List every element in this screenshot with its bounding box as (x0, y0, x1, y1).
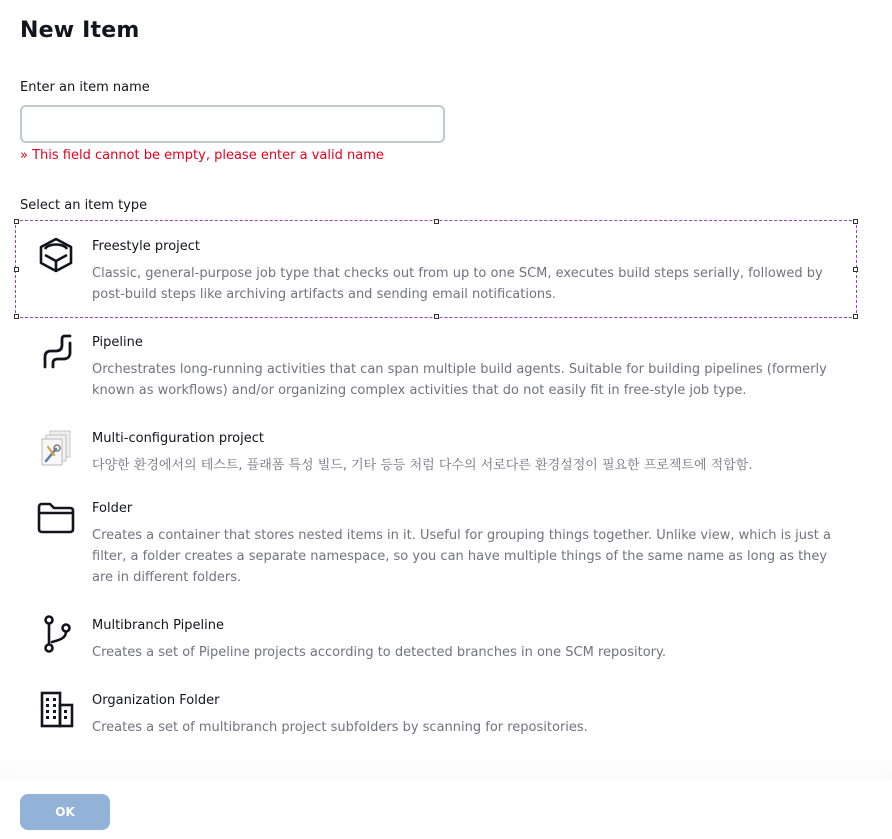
item-type-title: Freestyle project (92, 239, 201, 254)
footer-fade (0, 755, 892, 781)
validation-message: » This field cannot be empty, please enter a valid name (20, 148, 384, 163)
branch-icon (36, 614, 76, 654)
item-type-pipeline[interactable] (16, 317, 856, 413)
item-type-description: Creates a container that stores nested items in it. Useful for grouping things together. Unlike view, which is just a filter, a folder creates a separate namespace, so you can have multiple things of the same name as long as they are in different folders. (92, 528, 831, 585)
item-type-organization-folder[interactable] (16, 675, 856, 750)
selection-handle (14, 267, 19, 272)
page-title: New Item (20, 18, 140, 43)
bottom-button-bar (0, 780, 892, 839)
multi-config-icon (36, 427, 76, 467)
pipeline-icon (36, 331, 76, 371)
item-type-title: Multi-configuration project (92, 431, 264, 446)
item-type-folder[interactable] (16, 483, 856, 600)
folder-icon (36, 497, 76, 537)
item-type-label: Select an item type (20, 198, 148, 213)
item-type-title: Organization Folder (92, 693, 220, 708)
item-type-description: Classic, general-purpose job type that checks out from up to one SCM, executes build steps serially, followed by post-build steps like archiving artifacts and sending email notifications. (92, 266, 823, 302)
item-type-description: Orchestrates long-running activities that can span multiple build agents. Suitable for building pipelines (formerly known as workflows) and/or organizing complex activities that do not easily fit in free-style job type. (92, 362, 827, 398)
item-type-description: Creates a set of Pipeline projects according to detected branches in one SCM repository. (92, 645, 666, 660)
item-type-freestyle[interactable] (16, 221, 856, 317)
ok-button[interactable]: OK (20, 794, 110, 830)
item-name-label: Enter an item name (20, 80, 150, 95)
selection-handle (853, 267, 858, 272)
selection-handle (14, 219, 19, 224)
item-type-title: Folder (92, 501, 133, 516)
item-type-description: Creates a set of multibranch project subfolders by scanning for repositories. (92, 720, 588, 735)
item-name-input[interactable] (20, 105, 445, 143)
freestyle-cube-icon (36, 235, 76, 275)
item-type-multibranch-pipeline[interactable] (16, 600, 856, 675)
item-type-title: Pipeline (92, 335, 143, 350)
selection-handle (434, 219, 439, 224)
item-type-title: Multibranch Pipeline (92, 618, 224, 633)
building-icon (36, 689, 76, 729)
selection-handle (853, 219, 858, 224)
item-type-description: 다양한 환경에서의 테스트, 플래폼 특성 빌드, 기타 등등 처럼 다수의 서로다른 환경설정이 필요한 프로젝트에 적합함. (92, 458, 753, 473)
item-type-multi-configuration[interactable] (16, 413, 856, 485)
